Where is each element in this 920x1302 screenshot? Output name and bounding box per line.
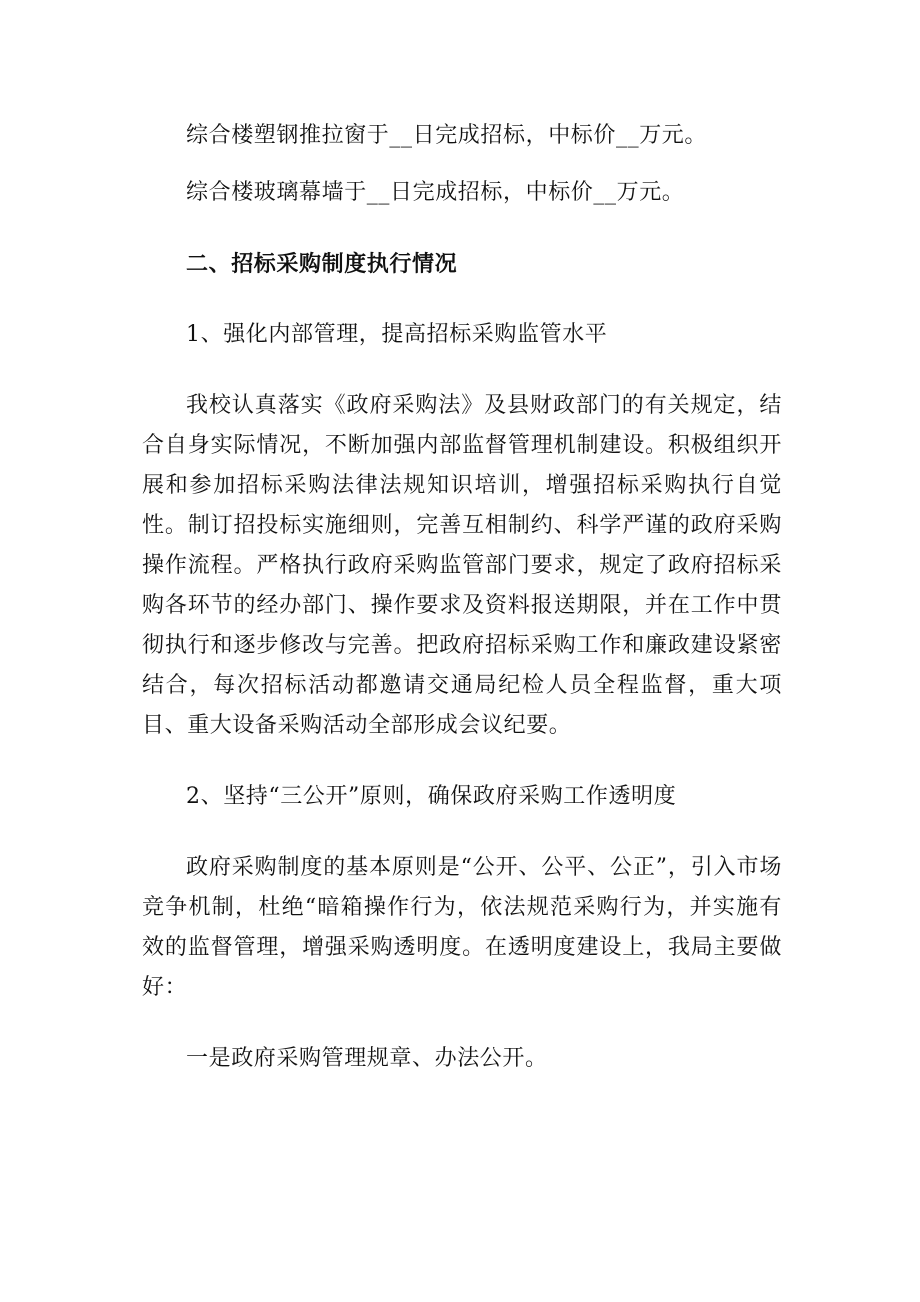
paragraph-procurement-principles: 政府采购制度的基本原则是“公开、公平、公正”，引入市场竞争机制，杜绝“暗箱操作行为，依法规范采购行为，并实施有效的监督管理，增强采购透明度。在透明度建设上，我局主要做好： xyxy=(142,855,782,1000)
section-heading-2: 二、招标采购制度执行情况 xyxy=(186,251,458,277)
subheading-2: 2、坚持“三公开”原则，确保政府采购工作透明度 xyxy=(186,784,677,809)
document-body xyxy=(142,116,782,1079)
paragraph-window-tender: 综合楼塑钢推拉窗于__日完成招标，中标价__万元。 xyxy=(186,123,708,148)
paragraph-curtain-wall-tender: 综合楼玻璃幕墙于__日完成招标，中标价__万元。 xyxy=(186,180,685,205)
paragraph-internal-management: 我校认真落实《政府采购法》及县财政部门的有关规定，结合自身实际情况，不断加强内部监督管理机制建设。积极组织开展和参加招标采购法律法规知识培训，增强招标采购执行自觉性。制订招投标实施细则，完善互相制约、科学严谨的政府采购操作流程。严格执行政府采购监管部门要求，规定了政府招标采购各环节的经办部门、操作要求及资料报送期限，并在工作中贯彻执行和逐步修改与完善。把政府招标采购工作和廉政建设紧密结合，每次招标活动都邀请交通局纪检人员全程监督，重大项目、重大设备采购活动全部形成会议纪要。 xyxy=(142,393,782,738)
subheading-1: 1、强化内部管理，提高招标采购监管水平 xyxy=(186,322,608,347)
paragraph-list-item-1: 一是政府采购管理规章、办法公开。 xyxy=(186,1046,548,1071)
